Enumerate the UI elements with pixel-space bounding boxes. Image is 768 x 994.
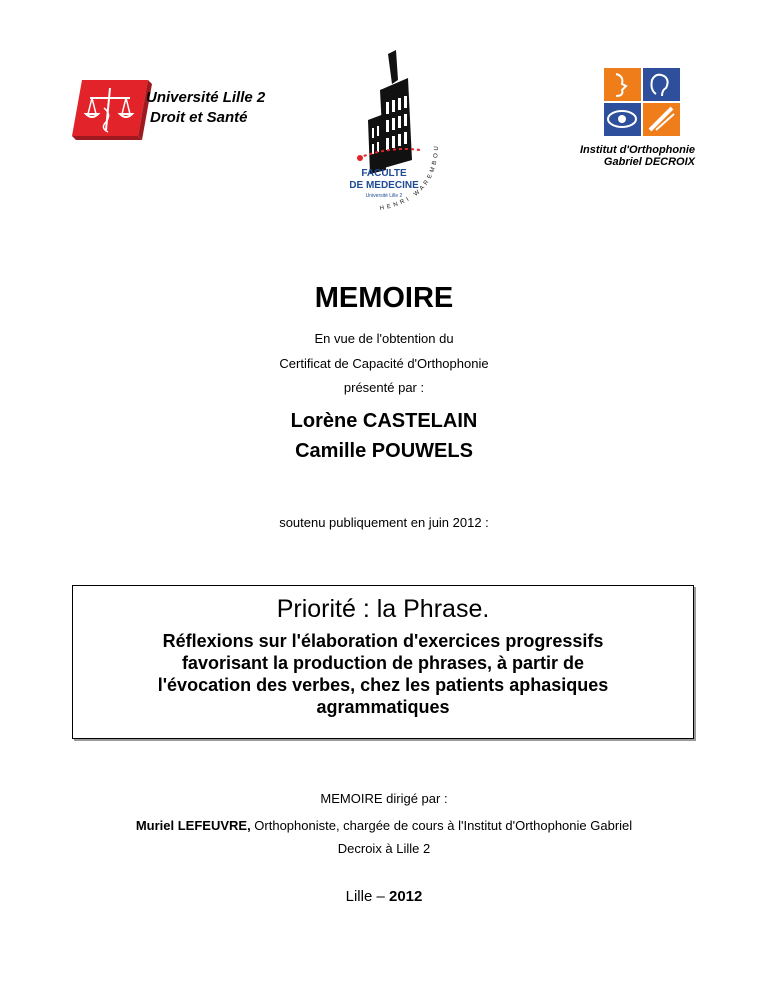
institut-name: Institut d'Orthophonie — [579, 144, 695, 156]
purpose-line1: En vue de l'obtention du — [314, 331, 454, 346]
faculte-medecine-logo — [350, 50, 450, 218]
thesis-title-box — [72, 585, 694, 739]
document-title: MEMOIRE — [314, 282, 454, 314]
city: Lille – — [345, 888, 389, 905]
faculte-arc-text: HENRI WAREMBOU — [379, 143, 441, 212]
director-role-cont: Decroix à Lille 2 — [337, 841, 431, 856]
faculte-university: Université Lille 2 — [365, 193, 403, 199]
institut-orthophonie-logo — [604, 68, 680, 136]
senses-grid-icon — [604, 68, 680, 136]
faculte-name-line1: FACULTE — [361, 168, 407, 179]
institut-person: Gabriel DECROIX — [603, 156, 695, 168]
subtitle-line: Réflexions sur l'élaboration d'exercices progressifs — [162, 631, 604, 651]
lille2-faculty: Droit et Santé — [150, 109, 248, 126]
defense-date: soutenu publiquement en juin 2012 : — [279, 515, 489, 530]
author-1: Lorène CASTELAIN — [290, 410, 478, 432]
year: 2012 — [388, 888, 423, 905]
direction-label: MEMOIRE dirigé par : — [320, 791, 448, 806]
subtitle-line: l'évocation des verbes, chez les patients aphasiques — [157, 675, 609, 695]
purpose-line3: présenté par : — [343, 380, 425, 395]
author-2: Camille POUWELS — [295, 440, 473, 462]
building-icon — [350, 50, 450, 218]
director-name: Muriel LEFEUVRE, — [135, 818, 251, 833]
faculte-name-line2: DE MEDECINE — [350, 180, 419, 191]
director-line — [0, 818, 768, 833]
director-role: Orthophoniste, chargée de cours à l'Institut d'Orthophonie Gabriel — [250, 818, 633, 833]
thesis-title: Priorité : la Phrase. — [276, 595, 490, 623]
place-year — [0, 888, 768, 905]
subtitle-line: favorisant la production de phrases, à partir de — [181, 653, 585, 673]
lille2-name: Université Lille 2 — [146, 89, 266, 106]
purpose-line2: Certificat de Capacité d'Orthophonie — [279, 356, 489, 371]
thesis-subtitle — [73, 630, 693, 718]
subtitle-line: agrammatiques — [316, 697, 450, 717]
